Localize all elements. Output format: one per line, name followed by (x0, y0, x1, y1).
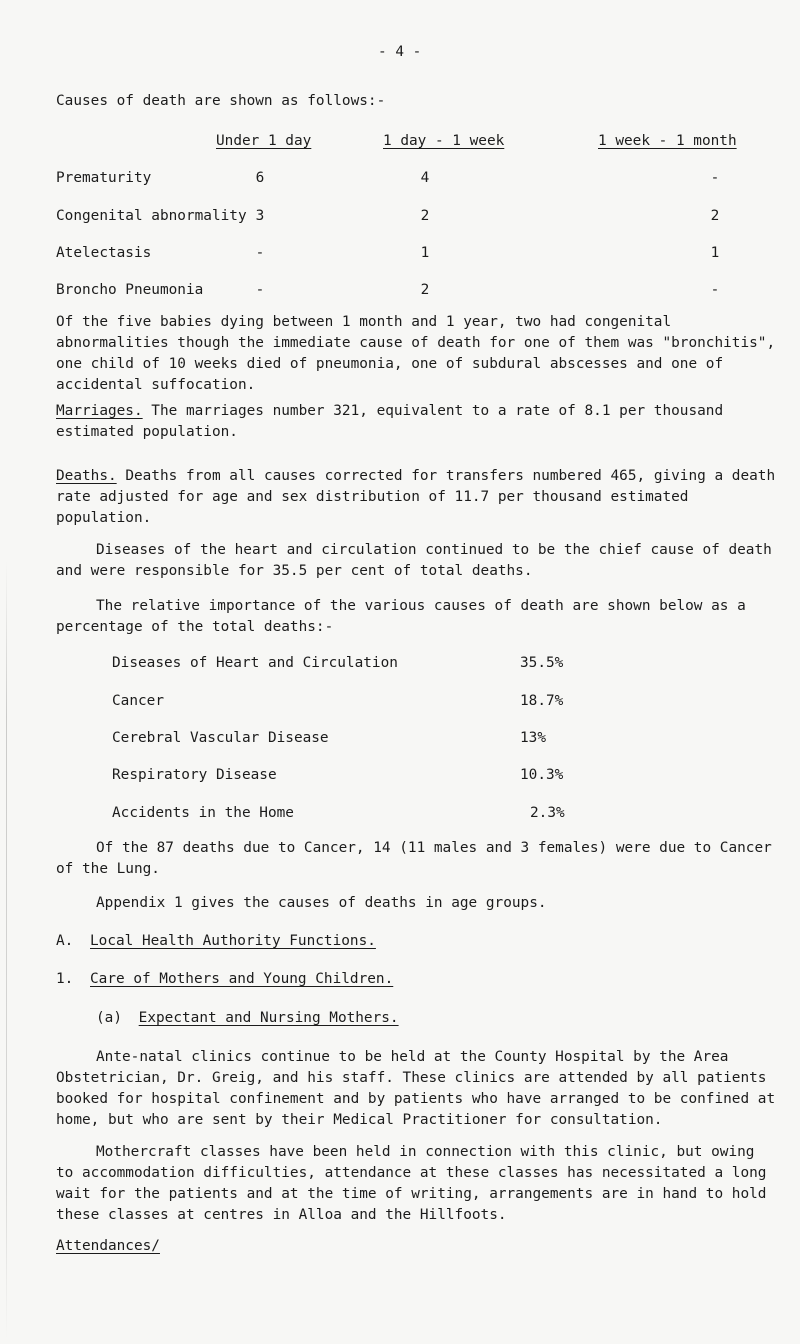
table-row-label: Congenital abnormality (56, 208, 247, 224)
paragraph-antenatal: Ante-natal clinics continue to be held at the County Hospital by the Area Obstetrician, Dr. Greig, and his staff. These clinics are attended by all patients booked for hospital confinement and by patients who have arranged to be confined at home, but who are sent by their Medical Practitioner for consultation. (56, 1049, 776, 1128)
paragraph-relative: The relative importance of the various causes of death are shown below as a percentage of the total deaths:- (56, 598, 746, 635)
section-1-heading (56, 971, 393, 987)
table-cell: - (710, 170, 720, 186)
page-number: - 4 - (378, 44, 422, 60)
percentage-label: Respiratory Disease (112, 767, 277, 783)
section-heading: Marriages. (56, 403, 143, 419)
page-edge-shadow (6, 560, 7, 1340)
table-cell: - (255, 282, 265, 298)
paragraph-deaths (56, 466, 776, 529)
table-cell: 1 (420, 245, 430, 261)
table-row-label: Atelectasis (56, 245, 152, 261)
percentage-label: Diseases of Heart and Circulation (112, 655, 398, 671)
percentage-label: Cerebral Vascular Disease (112, 730, 329, 746)
table-cell: 3 (255, 208, 265, 224)
section-a-heading (56, 933, 376, 949)
percentage-label: Accidents in the Home (112, 805, 294, 821)
column-header: Under 1 day (216, 133, 312, 149)
section-prefix: 1. (56, 971, 74, 987)
table-cell: - (255, 245, 265, 261)
percentage-label: Cancer (112, 693, 164, 709)
paragraph-marriages (56, 401, 776, 443)
table-row-label: Broncho Pneumonia (56, 282, 204, 298)
paragraph-five-babies: Of the five babies dying between 1 month and 1 year, two had congenital abnormalities though the immediate cause of death for one of them was "bronchitis", one child of 10 weeks died of pneumonia, one of subdural abscesses and one of accidental suffocation. (56, 314, 776, 393)
table-cell: 4 (420, 170, 430, 186)
percentage-value: 18.7% (520, 693, 564, 709)
column-header: 1 day - 1 week (383, 133, 505, 149)
paragraph-mothercraft: Mothercraft classes have been held in connection with this clinic, but owing to accommodation difficulties, attendance at these classes has necessitated a long wait for the patients and at the time of writing, arrangements are in hand to hold these classes at centres in Alloa and the Hillfoots. (56, 1144, 767, 1223)
subsection-a-heading (96, 1010, 399, 1026)
section-title: Expectant and Nursing Mothers. (138, 1010, 399, 1026)
percentage-value: 10.3% (520, 767, 564, 783)
percentage-value: 13% (520, 730, 546, 746)
table-cell: 2 (710, 208, 720, 224)
paragraph-text: The marriages number 321, equivalent to a rate of 8.1 per thousand estimated population. (56, 403, 724, 440)
section-title: Care of Mothers and Young Children. (90, 971, 394, 987)
paragraph-cancer: Of the 87 deaths due to Cancer, 14 (11 males and 3 females) were due to Cancer of the Lung. (56, 840, 772, 877)
table-row-label: Prematurity (56, 170, 152, 186)
table-cell: 6 (255, 170, 265, 186)
catchword: Attendances/ (56, 1238, 160, 1254)
section-title: Local Health Authority Functions. (90, 933, 376, 949)
paragraph-appendix: Appendix 1 gives the causes of deaths in age groups. (96, 895, 547, 911)
percentage-value: 2.3% (530, 805, 565, 821)
table-cell: 2 (420, 282, 430, 298)
percentage-value: 35.5% (520, 655, 564, 671)
section-heading: Deaths. (56, 468, 117, 484)
table-cell: 2 (420, 208, 430, 224)
paragraph-text: Deaths from all causes corrected for transfers numbered 465, giving a death rate adjusted for age and sex distribution of 11.7 per thousand estimated population. (56, 468, 776, 526)
intro-text: Causes of death are shown as follows:- (56, 93, 386, 109)
table-cell: - (710, 282, 720, 298)
table-cell: 1 (710, 245, 720, 261)
paragraph-heart: Diseases of the heart and circulation continued to be the chief cause of death and were responsible for 35.5 per cent of total deaths. (56, 542, 772, 579)
section-prefix: (a) (96, 1010, 122, 1026)
column-header: 1 week - 1 month (598, 133, 737, 149)
section-prefix: A. (56, 933, 74, 949)
